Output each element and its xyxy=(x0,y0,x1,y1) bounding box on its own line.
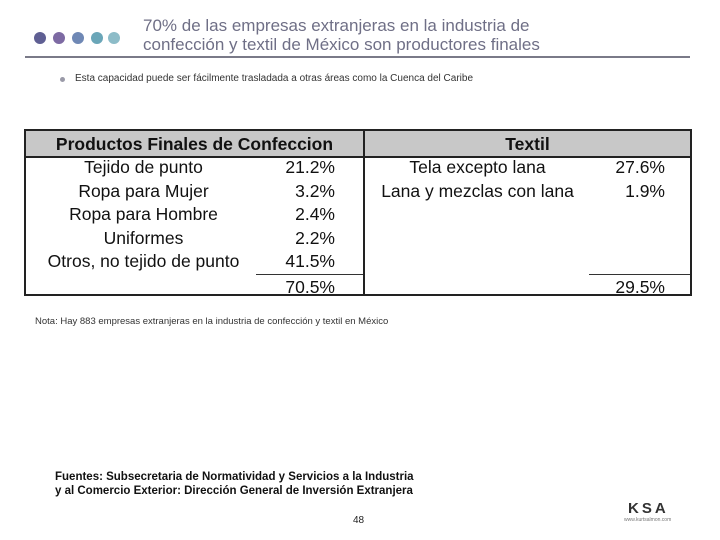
bullet-text: Esta capacidad puede ser fácilmente trasladada a otras áreas como la Cuenca del Caribe xyxy=(75,73,474,84)
total-underline xyxy=(589,274,690,275)
row-label: Ropa para Hombre xyxy=(69,204,218,224)
decorative-dot-icon xyxy=(53,32,65,44)
row-label: Uniformes xyxy=(103,227,184,248)
row-value: 21.2% xyxy=(285,157,335,177)
title-line-1: 70% de las empresas extranjeras en la industria de xyxy=(143,16,530,35)
row-value: 27.6% xyxy=(615,157,665,177)
row-label: Ropa para Mujer xyxy=(78,180,209,201)
row-label: Lana y mezclas con lana xyxy=(381,180,574,201)
header-confeccion: Productos Finales de Confeccion xyxy=(26,131,363,158)
decorative-dot-icon xyxy=(72,32,84,44)
products-table xyxy=(24,129,692,296)
title-line-2: confección y textil de México son productores finales xyxy=(143,35,540,54)
ksa-logo-url: www.kurtsalmon.com xyxy=(624,517,672,523)
row-value: 41.5% xyxy=(285,251,335,271)
row-label: Tela excepto lana xyxy=(409,157,546,177)
sources-line-1: Fuentes: Subsecretaria de Normatividad y Servicios a la Industria xyxy=(55,471,414,483)
row-value: 2.4% xyxy=(295,204,335,224)
title-divider xyxy=(25,56,690,58)
decorative-dot-icon xyxy=(91,32,103,44)
sources-line-2: y al Comercio Exterior: Dirección General de Inversión Extranjera xyxy=(55,485,413,497)
ksa-logo: KSA xyxy=(628,500,669,517)
sources xyxy=(55,470,414,498)
row-label: Tejido de punto xyxy=(84,157,203,177)
slide-title xyxy=(143,16,540,54)
page-number: 48 xyxy=(353,515,365,526)
total-confeccion: 70.5% xyxy=(285,276,335,297)
header-textil: Textil xyxy=(365,131,690,158)
total-underline xyxy=(256,274,363,275)
decorative-dot-icon xyxy=(108,32,120,44)
decorative-dot-icon xyxy=(34,32,46,44)
row-value: 3.2% xyxy=(295,180,335,201)
row-value: 2.2% xyxy=(295,227,335,248)
row-value: 1.9% xyxy=(625,180,665,201)
note-text: Nota: Hay 883 empresas extranjeras en la industria de confección y textil en México xyxy=(35,316,389,327)
total-textil: 29.5% xyxy=(615,276,665,297)
bullet-icon xyxy=(60,77,65,82)
row-label: Otros, no tejido de punto xyxy=(47,251,240,271)
